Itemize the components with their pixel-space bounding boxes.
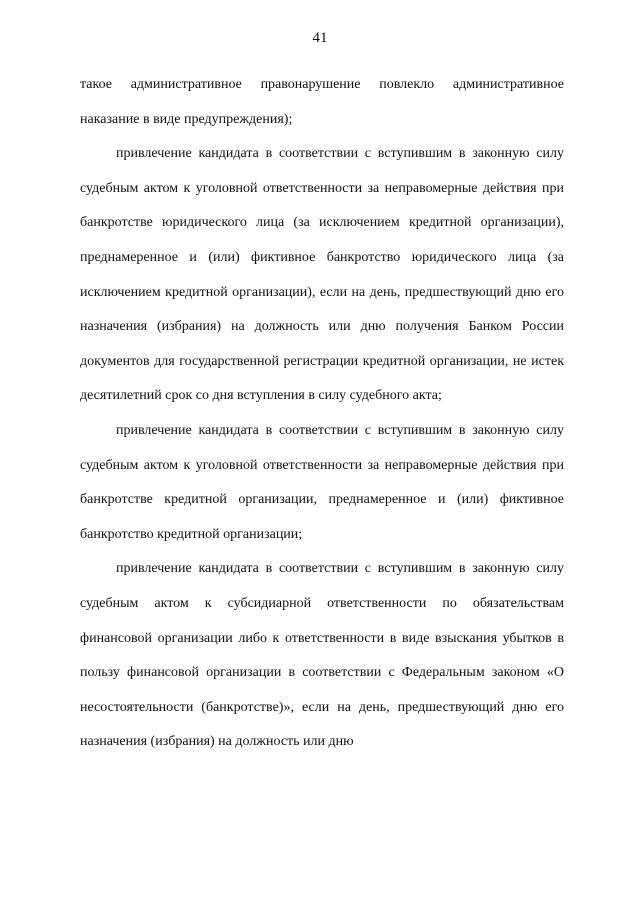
- paragraph-continuation: такое административное правонарушение повлекло административное наказание в виде предупреждения);: [80, 77, 564, 127]
- page-number: 41: [312, 30, 328, 46]
- paragraph-credit-org-bankruptcy: привлечение кандидата в соответствии с вступившим в законную силу судебным актом к уголовной ответственности за неправомерные действия при банкротстве кредитной организации, преднамеренное и (или) фиктивное банкротство кредитной организации;: [80, 422, 564, 542]
- paragraph-subsidiary-liability: привлечение кандидата в соответствии с вступившим в законную силу судебным актом к субсидиарной ответственности по обязательствам финансовой организации либо к ответственности в виде взыскания убытков в пользу финансовой организации в соответствии с Федеральным законом «О несостоятельности (банкротстве)», если на день, предшествующий дню его назначения (избрания) на должность или дню: [80, 561, 564, 750]
- document-body: [80, 68, 564, 760]
- paragraph-legal-entity-bankruptcy: привлечение кандидата в соответствии с вступившим в законную силу судебным актом к уголовной ответственности за неправомерные действия при банкротстве юридического лица (за исключением кредитной организации), преднамеренное и (или) фиктивное банкротство юридического лица (за исключением кредитной организации), если на день, предшествующий дню его назначения (избрания) на должность или дню получения Банком России документов для государственной регистрации кредитной организации, не истек десятилетний срок со дня вступления в силу судебного акта;: [80, 146, 564, 404]
